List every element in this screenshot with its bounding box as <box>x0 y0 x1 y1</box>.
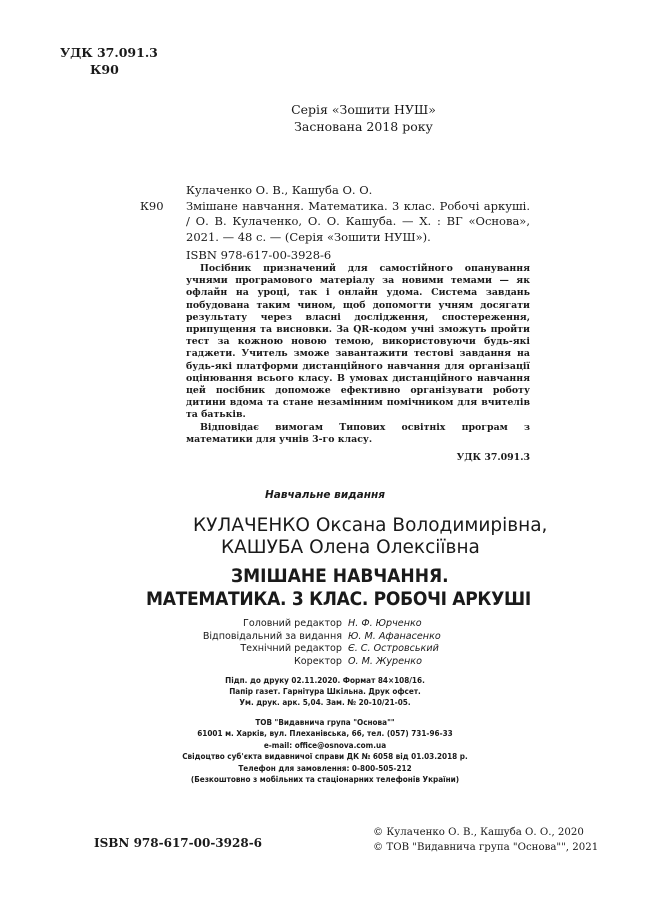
copyright-line: © Кулаченко О. В., Кашуба О. О., 2020 <box>373 827 584 838</box>
publisher-email: e-mail: office@osnova.com.ua <box>263 739 387 750</box>
copyright-block <box>373 825 598 855</box>
staff-role: Технічний редактор <box>240 643 342 654</box>
publisher-phone: Телефон для замовлення: 0-800-505-212 <box>238 762 412 773</box>
publisher-name: ТОВ "Видавнича група "Основа"" <box>255 717 395 727</box>
author-name: КУЛАЧЕНКО Оксана Володимирівна, <box>193 515 548 536</box>
annotation-paragraph: Відповідає вимогам Типових освітніх програм з математики для учнів 3-го класу. <box>186 421 530 445</box>
staff-list <box>150 618 441 668</box>
bib-isbn: ISBN 978-617-00-3928-6 <box>186 248 332 262</box>
staff-person: О. М. Журенко <box>348 655 422 667</box>
publisher-phone-note: (Безкоштовно з мобільних та стаціонарних телефонів України) <box>190 774 460 785</box>
bib-code: К90 <box>140 198 164 213</box>
copyright-line: © ТОВ "Видавнича група "Основа"", 2021 <box>373 842 599 853</box>
bib-entry <box>140 198 530 246</box>
print-spec-line: Папір газет. Гарнітура Шкільна. Друк офсет. <box>229 686 421 697</box>
staff-person: Ю. М. Афанасенко <box>348 630 441 642</box>
staff-person: Є. С. Островський <box>348 643 439 654</box>
annotation <box>186 263 530 464</box>
staff-role: Головний редактор <box>242 618 342 629</box>
annotation-paragraph: Посібник призначений для самостійного опанування учнями програмового матеріалу за новими темами — як офлайн на уроці, так і онлайн удома. Система завдань побудована таким чином, щоб допомогти учням досягати результату через власні дослідження, спостереження, припущення та висновки. За QR-кодом учні зможуть пройти тест за кожною новою темою, використовуючи будь-які гаджети. Учитель зможе завантажити тестові завдання на будь-які платформи дистанційного навчання для організації оцінювання всього класу. В умовах дистанційного навчання цей посібник допоможе ефективно організувати роботу дитини вдома та стане незамінним помічником для вчителів та батьків. <box>186 263 530 421</box>
print-specs <box>0 675 650 709</box>
staff-person: Н. Ф. Юрченко <box>348 618 422 629</box>
series-founded: Заснована 2018 року <box>294 119 433 134</box>
publisher-info <box>0 717 650 785</box>
staff-role: Коректор <box>293 655 342 667</box>
author-code: К90 <box>90 62 119 77</box>
staff-row <box>150 656 441 669</box>
author-name: КАШУБА Олена Олексіївна <box>221 537 480 558</box>
isbn: ISBN 978-617-00-3928-6 <box>94 836 263 850</box>
annotation-udk: УДК 37.091.3 <box>456 452 530 464</box>
udk-block <box>60 44 158 78</box>
staff-row <box>150 618 441 631</box>
publisher-certificate: Свідоцтво суб'єкта видавничої справи ДК № 6058 від 01.03.2018 р. <box>182 751 468 762</box>
print-spec-line: Ум. друк. арк. 5,04. Зам. № 20-10/21-05. <box>239 697 411 708</box>
author-names <box>0 515 650 559</box>
staff-row <box>150 631 441 644</box>
print-spec-line: Підп. до друку 02.11.2020. Формат 84×108/16. <box>225 675 425 685</box>
title-line: ЗМІШАНЕ НАВЧАННЯ. <box>231 565 449 587</box>
book-title <box>0 565 650 611</box>
edition-label: Навчальне видання <box>265 489 385 501</box>
bib-entry-text: Змішане навчання. Математика. 3 клас. Робочі аркуші. / О. В. Кулаченко, О. О. Кашуба. — Х. : ВГ «Основа», 2021. — 48 с. — (Серія «Зошити НУШ»). <box>186 198 530 244</box>
title-line: МАТЕМАТИКА. 3 КЛАС. РОБОЧІ АРКУШІ <box>146 588 531 610</box>
bib-authors: Кулаченко О. В., Кашуба О. О. <box>186 183 373 197</box>
staff-role: Відповідальний за видання <box>202 630 342 642</box>
series-name: Серія «Зошити НУШ» <box>291 102 436 117</box>
publisher-address: 61001 м. Харків, вул. Плеханівська, 66, тел. (057) 731-96-33 <box>197 728 453 739</box>
bibliographic-record <box>140 183 530 264</box>
udk-index: УДК 37.091.3 <box>60 45 158 60</box>
series-block <box>0 101 650 135</box>
staff-row <box>150 643 441 656</box>
